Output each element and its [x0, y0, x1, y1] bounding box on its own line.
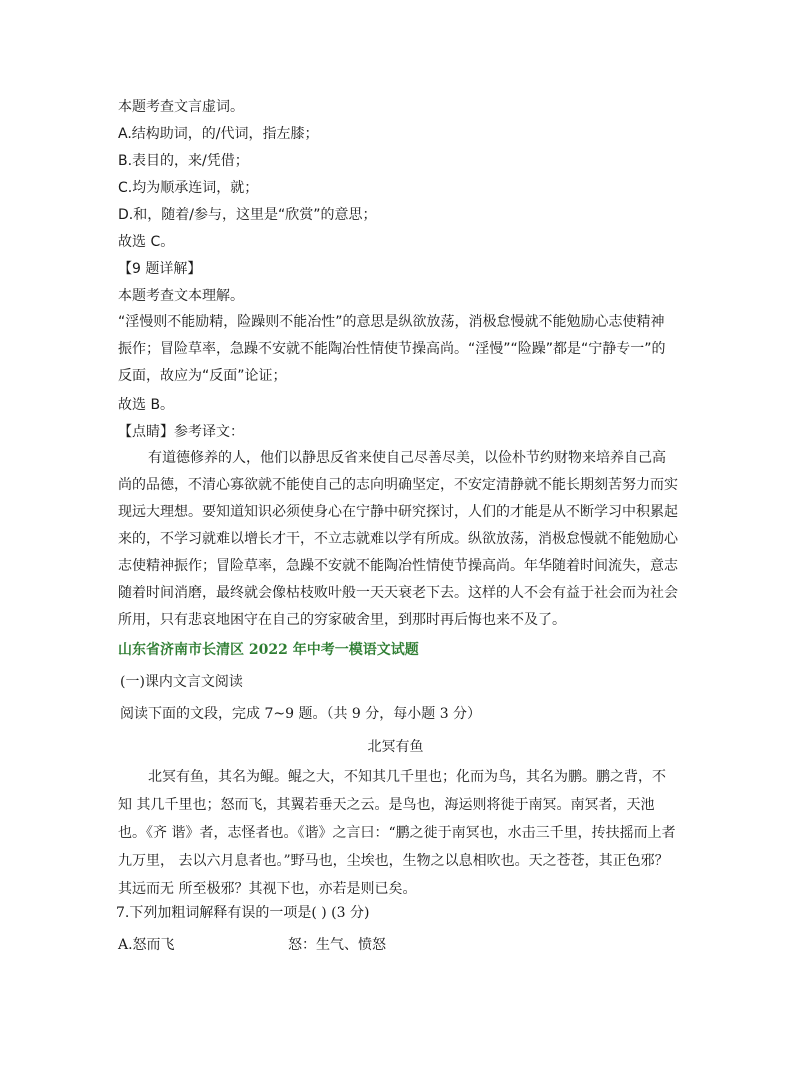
question-text: 7.下列加粗词解释有误的一项是( ) (3 分)	[116, 905, 370, 921]
text-line: 本题考查文言虚词。	[118, 99, 244, 115]
text-line: C.均为顺承连词，就；	[118, 180, 259, 196]
exam-heading: 山东省济南市长清区 2022 年中考一模语文试题	[118, 642, 419, 658]
text-line: 故选 C。	[118, 234, 175, 250]
translation-paragraph: 有道德修养的人，他们以静思反省来使自己尽善尽美，以俭朴节约财物来培养自己高尚的品德，不清心寡欲就不能使自己的志向明确坚定，不安定清静就不能长期刻苦努力而实现远大理想。要知道知识必须使身心在宁静中研究探讨，人们的才能是从不断学习中积累起来的，不学习就难以增长才干，不立志就难以学有所成。纵欲放荡，消极怠慢就不能勉励心志使精神振作；冒险草率，急躁不安就不能陶冶性情使节操高尚。年华随着时间流失，意志随着时间消磨，最终就会像枯枝败叶般一天天衰老下去。这样的人不会有益于社会而为社会所用，只有悲哀地困守在自己的穷家破舍里，到那时再后悔也来不及了。	[118, 450, 678, 628]
passage-title: 北冥有鱼	[367, 739, 424, 755]
instruction-text: 阅读下面的文段，完成 7~9 题。（共 9 分，每小题 3 分）	[120, 706, 482, 722]
text-line: 故选 B。	[118, 397, 175, 413]
passage-paragraph: 北冥有鱼，其名为鲲。鲲之大，不知其几千里也；化而为鸟，其名为鹏。鹏之背，不知 其几千里也；怒而飞，其翼若垂天之云。是鸟也，海运则将徙于南冥。南冥者，天池也。《齐 谐》者，志怪者也。《谐》之言曰：“鹏之徙于南冥也，水击三千里，抟扶摇而上者九万里， 去以六月息者也。”野马也，尘埃也，生物之以息相吹也。天之苍苍，其正色邪？其远而无 所至极邪？其视下也，亦若是则已矣。	[118, 769, 676, 897]
text-line: A.结构助词，的/代词，指左膝；	[118, 126, 319, 142]
text-line: 本题考查文本理解。	[118, 288, 244, 304]
section-label: 【9 题详解】	[118, 261, 202, 277]
text-line: B.表目的，来/凭借；	[118, 153, 249, 169]
option-a-meaning: 怒：生气、愤怒	[288, 937, 386, 953]
text-line: D.和，随着/参与，这里是“欣赏”的意思；	[118, 207, 377, 223]
explanation-paragraph: “淫慢则不能励精，险躁则不能冶性”的意思是纵欲放荡，消极怠慢就不能勉励心志使精神振作；冒险草率，急躁不安就不能陶冶性情使节操高尚。“淫慢”“险躁”都是“宁静专一”的反面，故应为“反面”论证；	[118, 314, 666, 384]
section-label: 【点睛】参考译文：	[118, 424, 244, 440]
section-title: (一)课内文言文阅读	[120, 674, 243, 690]
option-a-word: A.怒而飞	[118, 937, 175, 953]
